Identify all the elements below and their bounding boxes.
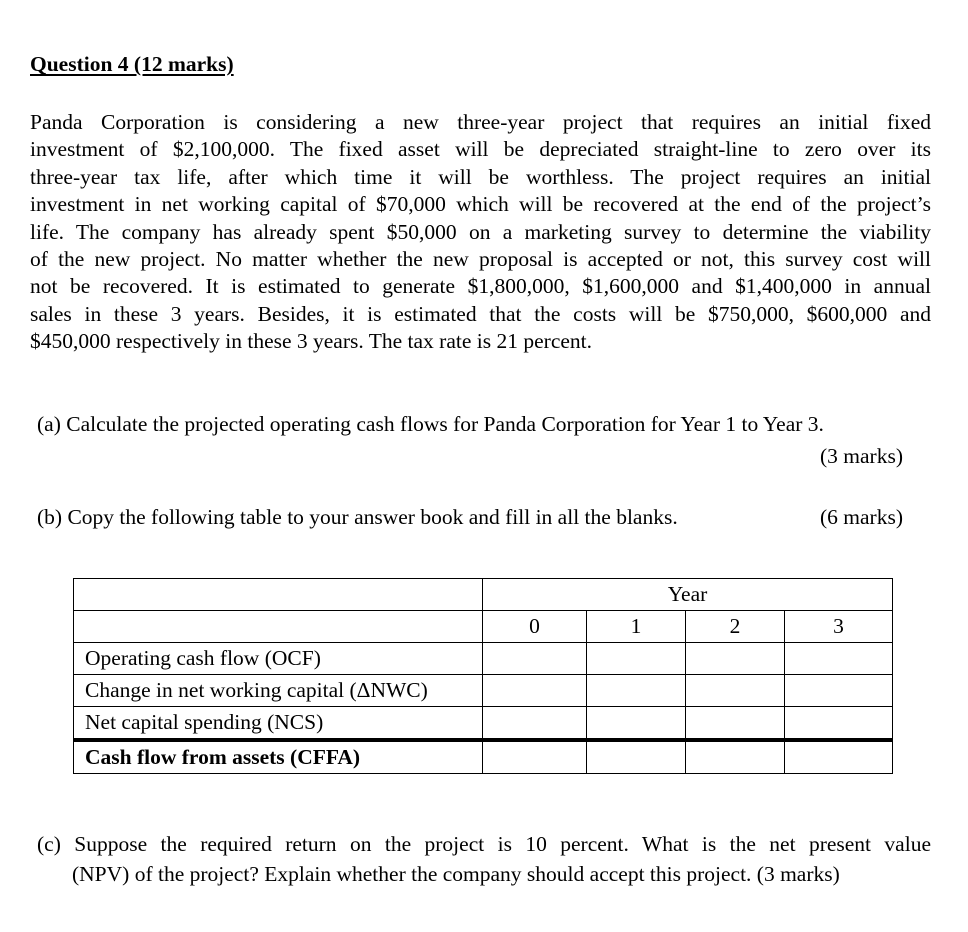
blank-cell [587, 643, 686, 675]
intro-line: of the new project. No matter whether the new proposal is accepted or not, this survey cost will [30, 246, 931, 271]
year-header: Year [483, 579, 893, 611]
intro-line: life. The company has already spent $50,000 on a marketing survey to determine the viability [30, 219, 931, 244]
blank-cell [483, 740, 587, 774]
blank-cell [686, 707, 785, 741]
row-label-cffa: Cash flow from assets (CFFA) [74, 740, 483, 774]
part-c-line: (NPV) of the project? Explain whether the company should accept this project. (3 marks) [72, 862, 840, 886]
year-1-header: 1 [587, 611, 686, 643]
part-c-text [37, 829, 931, 889]
blank-cell [785, 643, 893, 675]
part-b-marks: (6 marks) [820, 505, 903, 529]
row-label-ocf: Operating cash flow (OCF) [74, 643, 483, 675]
blank-cell [686, 675, 785, 707]
blank-cell [483, 675, 587, 707]
table-row [74, 707, 893, 741]
intro-line: $450,000 respectively in these 3 years. The tax rate is 21 percent. [30, 329, 593, 354]
blank-cell [686, 740, 785, 774]
table-header-row [74, 579, 893, 611]
part-a-text: (a) Calculate the projected operating cash flows for Panda Corporation for Year 1 to Year 3. [37, 412, 824, 436]
table-total-row [74, 740, 893, 774]
blank-cell [785, 707, 893, 741]
blank-cell [686, 643, 785, 675]
blank-cell [483, 707, 587, 741]
blank-cell [587, 675, 686, 707]
intro-line: investment in net working capital of $70,000 which will be recovered at the end of the project’s [30, 192, 931, 217]
blank-cell [483, 643, 587, 675]
intro-line: three-year tax life, after which time it will be worthless. The project requires an initial [30, 164, 931, 189]
part-b-text: (b) Copy the following table to your answer book and fill in all the blanks. [37, 505, 678, 529]
year-3-header: 3 [785, 611, 893, 643]
question-title: Question 4 (12 marks) [30, 52, 234, 76]
blank-cell [587, 740, 686, 774]
table-years-row [74, 611, 893, 643]
intro-line: investment of $2,100,000. The fixed asset will be depreciated straight-line to zero over its [30, 137, 931, 162]
year-2-header: 2 [686, 611, 785, 643]
intro-line: not be recovered. It is estimated to generate $1,800,000, $1,600,000 and $1,400,000 in annual [30, 274, 931, 299]
blank-cell [785, 675, 893, 707]
table-corner-cell [74, 611, 483, 643]
blank-cell [587, 707, 686, 741]
row-label-nwc: Change in net working capital (ΔNWC) [74, 675, 483, 707]
intro-line: sales in these 3 years. Besides, it is estimated that the costs will be $750,000, $600,000 and [30, 301, 931, 326]
table-row [74, 643, 893, 675]
intro-paragraph [30, 109, 931, 356]
part-a-marks: (3 marks) [820, 444, 903, 468]
cash-flow-table [73, 578, 893, 774]
year-0-header: 0 [483, 611, 587, 643]
blank-cell [785, 740, 893, 774]
intro-line: Panda Corporation is considering a new three-year project that requires an initial fixed [30, 110, 931, 134]
table-corner-cell [74, 579, 483, 611]
part-c-line: (c) Suppose the required return on the project is 10 percent. What is the net present value [37, 832, 931, 856]
row-label-ncs: Net capital spending (NCS) [74, 707, 483, 741]
table-row [74, 675, 893, 707]
